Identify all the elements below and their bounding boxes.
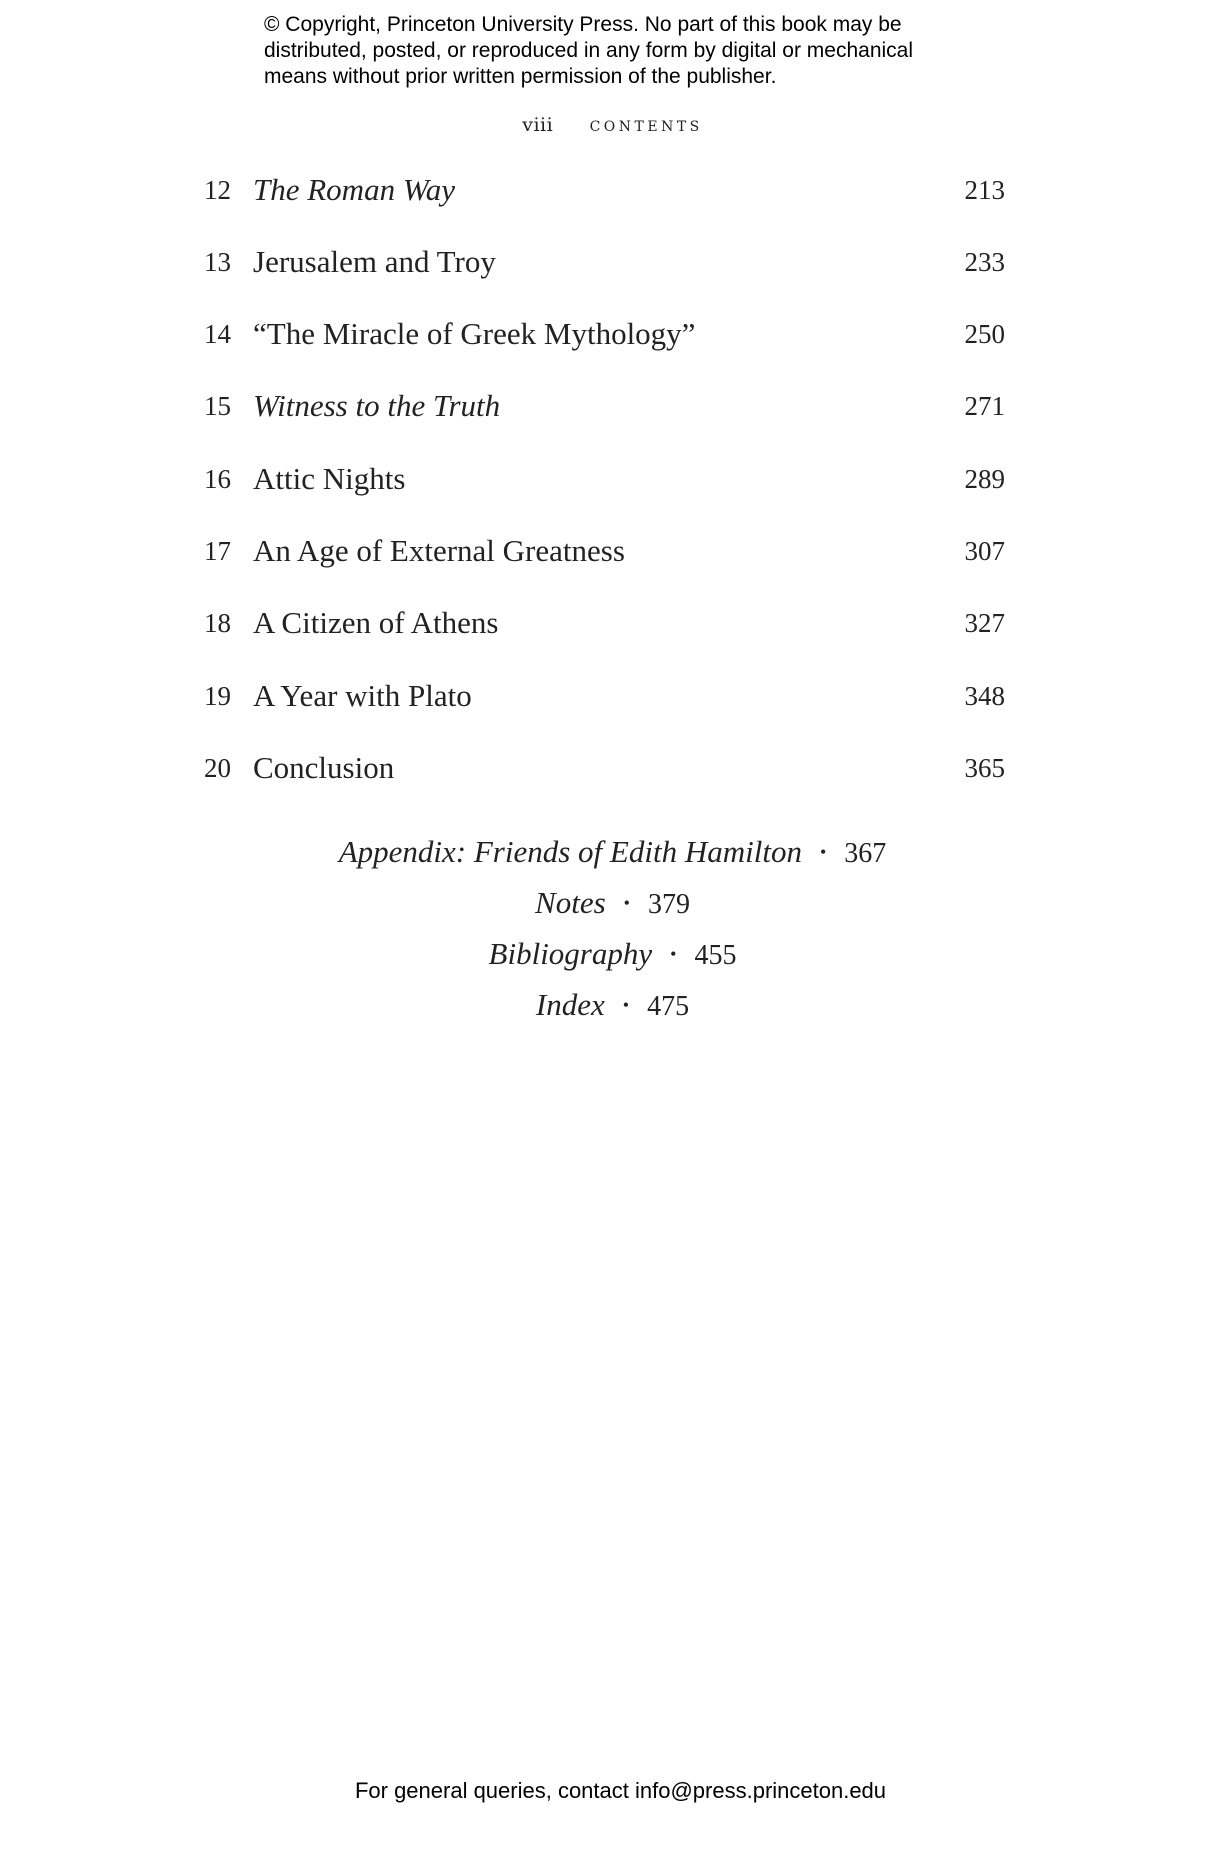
back-matter-label: Bibliography (488, 936, 653, 971)
chapter-number: 12 (204, 175, 231, 205)
chapter-title: “The Miracle of Greek Mythology” (253, 316, 696, 351)
back-matter-entry[interactable] (0, 834, 1225, 885)
chapter-title: Witness to the Truth (253, 388, 501, 423)
back-matter-page: 379 (647, 889, 690, 920)
chapter-title: A Year with Plato (253, 678, 472, 713)
copyright-notice (264, 12, 984, 90)
bullet-separator: • (623, 893, 630, 913)
back-matter-page: 475 (647, 991, 690, 1022)
chapter-title: An Age of External Greatness (253, 533, 625, 568)
toc-entry[interactable] (195, 750, 1005, 794)
toc-entry[interactable] (195, 316, 1005, 360)
toc-entry[interactable] (195, 244, 1005, 288)
chapter-number: 18 (204, 608, 231, 638)
chapter-number: 15 (204, 391, 231, 421)
chapter-page: 307 (964, 536, 1005, 566)
chapter-title: Conclusion (253, 750, 395, 785)
chapter-page: 233 (964, 247, 1005, 277)
copyright-line: distributed, posted, or reproduced in any form by digital or mechanical (264, 39, 914, 62)
bullet-separator: • (670, 944, 677, 964)
chapter-page: 365 (964, 753, 1005, 783)
chapter-number: 13 (204, 247, 231, 277)
back-matter-list (0, 834, 1225, 1038)
section-title: contents (589, 112, 703, 136)
back-matter-label: Index (535, 987, 605, 1022)
chapter-title: The Roman Way (253, 172, 456, 207)
back-matter-label: Notes (535, 885, 606, 920)
toc-entry[interactable] (195, 388, 1005, 432)
toc-entry[interactable] (195, 172, 1005, 216)
chapter-number: 19 (204, 681, 231, 711)
back-matter-entry[interactable] (0, 936, 1225, 987)
copyright-line: means without prior written permission of the publisher. (264, 65, 777, 88)
copyright-line: © Copyright, Princeton University Press. No part of this book may be (264, 13, 902, 36)
page-folio: viii (522, 114, 554, 136)
chapter-page: 348 (964, 681, 1005, 711)
chapter-number: 14 (204, 319, 231, 349)
toc-entry[interactable] (195, 605, 1005, 649)
chapter-title: Jerusalem and Troy (253, 244, 496, 279)
back-matter-page: 455 (694, 940, 737, 971)
chapter-page: 213 (964, 175, 1005, 205)
footer-contact: For general queries, contact info@press.princeton.edu (354, 1778, 887, 1803)
chapter-number: 20 (204, 753, 231, 783)
toc-entry[interactable] (195, 461, 1005, 505)
toc-entry[interactable] (195, 533, 1005, 577)
running-head (0, 112, 1225, 136)
chapter-page: 327 (964, 608, 1005, 638)
back-matter-label: Appendix: Friends of Edith Hamilton (338, 834, 802, 869)
chapter-title: A Citizen of Athens (253, 605, 499, 640)
chapter-title: Attic Nights (253, 461, 406, 496)
back-matter-entry[interactable] (0, 885, 1225, 936)
bullet-separator: • (819, 842, 827, 862)
chapter-page: 250 (964, 319, 1005, 349)
chapter-number: 17 (204, 536, 231, 566)
toc-entry[interactable] (195, 678, 1005, 722)
chapter-number: 16 (204, 464, 231, 494)
back-matter-page: 367 (844, 838, 887, 869)
chapter-page: 289 (964, 464, 1005, 494)
chapter-page: 271 (964, 391, 1005, 421)
back-matter-entry[interactable] (0, 987, 1225, 1038)
bullet-separator: • (622, 995, 630, 1015)
